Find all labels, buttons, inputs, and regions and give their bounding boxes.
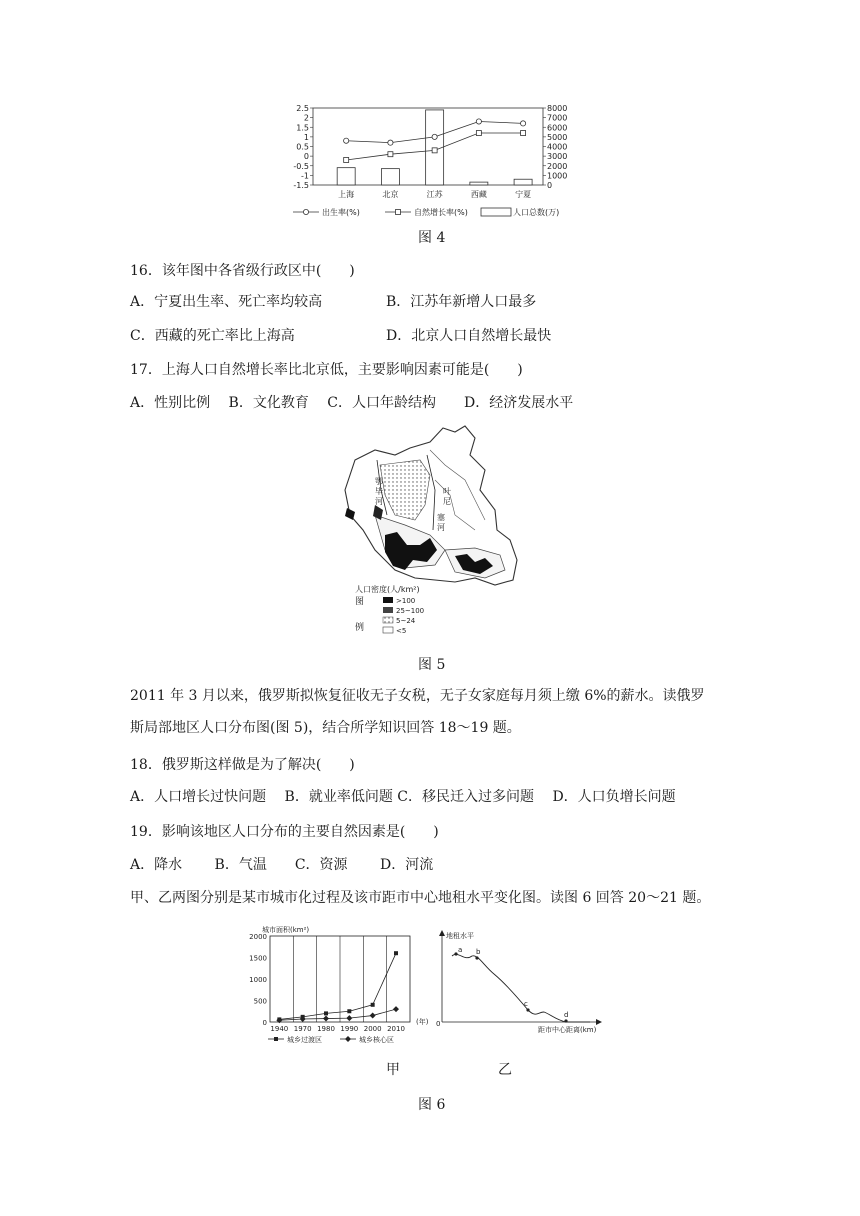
svg-text:5~24: 5~24 bbox=[396, 617, 416, 625]
fig4-point bbox=[520, 121, 525, 126]
fig4-left-tick: -1.5 bbox=[293, 181, 309, 190]
fig4-category-label: 上海 bbox=[338, 190, 355, 199]
fig4-bar bbox=[337, 168, 355, 185]
intro-18-19-line2: 斯局部地区人口分布图(图 5)，结合所学知识回答 18～19 题。 bbox=[130, 720, 521, 736]
question-16-options-row2 bbox=[130, 326, 551, 346]
fig4-category-label: 西藏 bbox=[470, 190, 487, 199]
fig4-point bbox=[432, 134, 437, 139]
figure-5-map bbox=[335, 420, 525, 640]
fig4-right-tick: 8000 bbox=[547, 104, 568, 113]
river-label: 叶 bbox=[443, 487, 451, 496]
fig6b-xlabel: 距市中心距离(km) bbox=[538, 1026, 597, 1034]
fig4-left-tick: 2.5 bbox=[296, 104, 309, 113]
fig4-right-tick: 3000 bbox=[547, 152, 568, 162]
fig4-left-tick: -0.5 bbox=[293, 161, 309, 171]
fig4-point bbox=[476, 119, 481, 124]
fig6b-origin: 0 bbox=[436, 1020, 441, 1028]
question-16-options-row1 bbox=[130, 292, 536, 312]
figure-4-chart bbox=[285, 100, 585, 225]
legend-population: 人口总数(万) bbox=[513, 208, 560, 217]
fig4-bar bbox=[470, 182, 488, 185]
fig6a-y-tick: 500 bbox=[253, 997, 267, 1006]
fig6a-y-tick: 1500 bbox=[249, 954, 267, 963]
fig6a-y-tick: 1000 bbox=[249, 976, 267, 984]
question-18-stem: 18．俄罗斯这样做是为了解决( ) bbox=[130, 757, 355, 773]
figure-5-legend bbox=[355, 584, 424, 635]
fig4-point bbox=[388, 152, 393, 157]
point-label: b bbox=[476, 948, 481, 956]
figure-6-left-chart bbox=[248, 922, 433, 1047]
fig4-left-tick: -1 bbox=[301, 171, 309, 181]
question-16-stem: 16．该年图中各省级行政区中( ) bbox=[130, 263, 355, 279]
intro-18-19-line1: 2011 年 3 月以来，俄罗斯拟恢复征收无子女税，无子女家庭每月须上缴 6%的薪水。读俄罗 bbox=[130, 688, 705, 704]
fig6a-point bbox=[394, 951, 398, 955]
river-label: 河 bbox=[437, 523, 445, 532]
question-18-options: A．人口增长过快问题 B．就业率低问题 C．移民迁入过多问题 D．人口负增长问题 bbox=[130, 789, 676, 805]
fig6a-xlabel: (年) bbox=[416, 1018, 429, 1026]
rent-curve bbox=[452, 954, 590, 1022]
intro-20-21: 甲、乙两图分别是某市城市化过程及该市距市中心地租水平变化图。读图 6 回答 20～21 题。 bbox=[130, 890, 711, 906]
fig4-point bbox=[344, 138, 349, 143]
fig6a-point bbox=[324, 1011, 328, 1015]
figure-6-left-label: 甲 bbox=[386, 1062, 400, 1078]
river-label: 河 bbox=[375, 497, 383, 506]
fig4-category-label: 江苏 bbox=[426, 190, 443, 199]
svg-text:25~100: 25~100 bbox=[396, 607, 425, 615]
fig6a-y-tick: 2000 bbox=[249, 933, 267, 941]
river-label: 尼 bbox=[443, 497, 451, 506]
fig4-bar bbox=[514, 179, 532, 185]
figure-6-right-chart bbox=[432, 926, 610, 1036]
legend-birth-rate: 出生率(%) bbox=[322, 208, 360, 217]
fig4-left-tick: 2 bbox=[303, 113, 309, 123]
q16-option-c: C．西藏的死亡率比上海高 bbox=[130, 328, 295, 344]
question-19-stem: 19．影响该地区人口分布的主要自然因素是( ) bbox=[130, 824, 439, 840]
q16-option-b: B．江苏年新增人口最多 bbox=[386, 294, 537, 310]
fig6a-point bbox=[370, 1013, 376, 1019]
q16-option-a: A．宁夏出生率、死亡率均较高 bbox=[130, 294, 323, 310]
fig4-left-tick: 0 bbox=[303, 152, 309, 162]
fig6b-ylabel: 地租水平 bbox=[446, 932, 474, 940]
svg-text:人口密度(人/km²): 人口密度(人/km²) bbox=[355, 585, 420, 594]
question-19-options: A．降水 B．气温 C．资源 D．河流 bbox=[130, 857, 434, 873]
point-label: c bbox=[524, 1000, 528, 1008]
fig6a-point bbox=[371, 1003, 375, 1007]
fig4-point bbox=[388, 140, 393, 145]
figure-4-caption: 图 4 bbox=[418, 230, 446, 246]
fig4-point bbox=[476, 131, 481, 136]
fig4-right-tick: 1000 bbox=[547, 171, 568, 181]
svg-text:城乡核心区: 城乡核心区 bbox=[359, 1036, 394, 1044]
fig6a-x-tick: 2010 bbox=[387, 1025, 405, 1033]
fig4-category-label: 宁夏 bbox=[515, 190, 532, 199]
fig4-right-tick: 4000 bbox=[547, 142, 568, 152]
svg-text:图: 图 bbox=[355, 597, 365, 607]
fig6a-legend bbox=[268, 1035, 394, 1044]
fig6a-x-tick: 1990 bbox=[340, 1025, 359, 1033]
fig6a-ylabel: 城市面积(km²) bbox=[262, 926, 310, 934]
svg-text:城乡过渡区: 城乡过渡区 bbox=[287, 1036, 322, 1044]
figure-5-caption: 图 5 bbox=[418, 657, 446, 673]
fig4-right-tick: 2000 bbox=[547, 161, 568, 171]
figure-6-caption: 图 6 bbox=[418, 1097, 446, 1113]
fig6a-series-line bbox=[279, 1009, 396, 1020]
figure-6-right-label: 乙 bbox=[498, 1062, 512, 1078]
point-label: d bbox=[564, 1011, 569, 1019]
river-label: 毕 bbox=[375, 487, 383, 496]
legend-natural-growth: 自然增长率(%) bbox=[414, 208, 468, 217]
fig4-left-tick: 1.5 bbox=[296, 123, 309, 133]
question-17-stem: 17．上海人口自然增长率比北京低，主要影响因素可能是( ) bbox=[130, 362, 523, 378]
fig6a-point bbox=[346, 1015, 352, 1021]
fig6a-x-tick: 1940 bbox=[270, 1025, 289, 1033]
svg-text:例: 例 bbox=[355, 623, 365, 633]
fig4-point bbox=[521, 131, 526, 136]
fig6a-point bbox=[347, 1009, 351, 1013]
fig6a-x-tick: 1970 bbox=[293, 1025, 312, 1033]
fig4-right-tick: 5000 bbox=[547, 132, 568, 142]
river-label: 鄂 bbox=[375, 477, 383, 486]
fig6a-point bbox=[323, 1016, 329, 1022]
svg-text:>100: >100 bbox=[396, 597, 416, 605]
river-label: 塞 bbox=[437, 513, 445, 522]
fig4-bar bbox=[381, 169, 399, 185]
fig6a-y-tick: 0 bbox=[262, 1019, 267, 1027]
fig4-right-tick: 6000 bbox=[547, 123, 568, 133]
fig4-point bbox=[344, 157, 349, 162]
fig4-category-label: 北京 bbox=[382, 190, 399, 199]
fig6a-x-tick: 2000 bbox=[363, 1025, 382, 1033]
fig4-right-tick: 0 bbox=[547, 181, 553, 190]
fig4-left-tick: 1 bbox=[303, 132, 309, 142]
q16-option-d: D．北京人口自然增长最快 bbox=[386, 328, 552, 344]
fig4-left-tick: 0.5 bbox=[296, 142, 309, 152]
fig4-legend bbox=[293, 207, 559, 217]
fig6a-series-line bbox=[279, 953, 396, 1019]
fig4-right-tick: 7000 bbox=[547, 113, 568, 123]
point-label: a bbox=[458, 946, 463, 954]
fig4-point bbox=[432, 148, 437, 153]
fig6a-x-tick: 1980 bbox=[317, 1025, 335, 1033]
question-17-options: A．性别比例 B．文化教育 C．人口年龄结构 D．经济发展水平 bbox=[130, 395, 574, 411]
svg-text:<5: <5 bbox=[396, 627, 407, 635]
fig6a-point bbox=[393, 1006, 399, 1012]
